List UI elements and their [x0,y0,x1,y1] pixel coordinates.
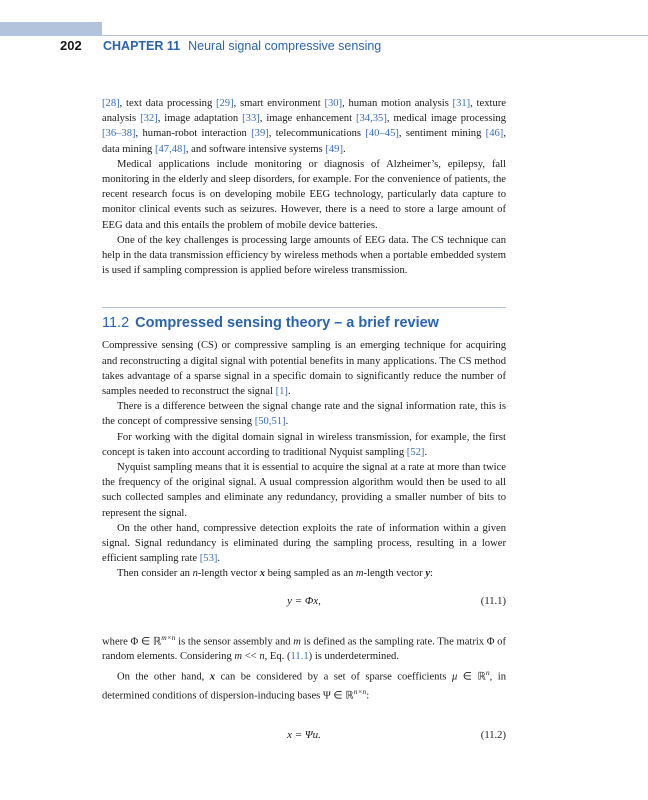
text-run: Compressive sensing (CS) or compressive sampling is an emerging technique for acquiring and reconstructing a digital signal with potential benefits in many applications. The CS method takes advantage of a sparse signal in a specific domain to significantly reduce the number of samples needed to reconstruct the signal [102,340,506,398]
math-variable: μ [451,671,458,683]
citation-link[interactable]: [40–45] [365,128,399,140]
text-run: being sampled as an [264,568,356,580]
text-run: , sentiment mining [398,128,486,140]
math-vector: x [209,671,216,683]
page-body [102,96,506,754]
text-run: , data mining [102,128,506,155]
text-run: Nyquist sampling means that it is essential to acquire the signal at a rate at more than twice the frequency of the original signal. A usual compression algorithm would then be used to all such collected samples and eliminate any redundancy, providing a smaller number of bits to represent the signal. [102,462,506,519]
text-run: ∈ ℝ [457,671,486,683]
superscript: n×n [353,687,367,697]
text-run: On the other hand, compressive detection exploits the rate of information within a given signal. Signal redundancy is eliminated during the sampling process, resulting in a lower efficient sampling rate [102,522,506,565]
math-variable: n [192,568,198,580]
running-head [60,38,381,54]
section-heading [102,314,506,332]
paragraph [102,96,506,157]
text-run: where Φ ∈ ℝ [102,636,162,648]
text-run: , in determined conditions of dispersion-inducing bases Ψ ∈ ℝ [102,671,506,702]
text-run: can be considered by a set of sparse coefficients [215,671,452,683]
text-run: For working with the digital domain signal in wireless transmission, for example, the first concept is taken into account according to traditional Nyquist sampling [102,431,506,458]
text-run: Then consider an [117,568,193,580]
citation-link[interactable]: [52] [406,446,425,458]
text-run: << [242,651,260,663]
superscript: n [485,667,490,677]
text-run: , image enhancement [259,113,356,125]
citation-link[interactable]: [29] [215,98,234,109]
text-run: , texture analysis [102,98,506,125]
paragraph [102,460,506,521]
math-variable: m [355,568,364,580]
paragraph [102,430,506,460]
math-vector: y [425,568,431,580]
citation-link[interactable]: [50,51] [254,416,286,428]
text-run: ) is underdetermined. [308,651,399,663]
chapter-label: CHAPTER 11 [103,39,181,53]
text-run: . [285,416,289,428]
text-run: -length vector [197,568,260,580]
section-divider [102,307,506,308]
citation-link[interactable]: [47,48] [154,143,186,155]
text-run: , image adaptation [157,113,243,125]
text-run: -length vector [363,568,426,580]
citation-link[interactable]: [34,35] [355,113,387,125]
text-run: , human-robot interaction [135,128,252,140]
text-run: Medical applications include monitoring or diagnosis of Alzheimer’s, epilepsy, fall monitoring in the elderly and sleep disorders, for example. For the convenience of patients, the recent research focus is on developing mobile EEG technology, particularly data capture to monitor clinical events such as seizures. However, there is a need to store a large amount of EEG data and this entails the problem of mobile device batteries. [102,158,506,231]
text-run: . [217,553,221,565]
intro-paragraphs [102,96,506,278]
text-run: : [366,690,370,702]
page-number: 202 [60,38,82,53]
section-title: Compressed sensing theory – a brief review [135,315,439,332]
equation-11-1 [102,588,506,616]
text-run: . [424,446,428,458]
text-run: , telecommunications [268,128,366,140]
paragraph [102,157,506,233]
text-run: There is a difference between the signal change rate and the signal information rate, this is the concept of compressive sensing [102,401,506,428]
citation-link[interactable]: [1] [275,386,288,398]
paragraph [102,399,506,429]
equation-expression: y = Φx, [287,594,321,607]
citation-link[interactable]: [46] [485,128,504,140]
math-variable: m [234,651,243,663]
section-number: 11.2 [102,315,130,332]
math-variable: n [259,651,265,663]
citation-link[interactable]: [39] [251,128,269,140]
post-equation-paragraphs [102,630,506,704]
paragraph [102,233,506,279]
section-paragraphs [102,338,506,581]
text-run: , smart environment [233,98,325,109]
text-run: , text data processing [119,98,216,109]
chapter-title: Neural signal compressive sensing [188,39,382,53]
text-run: , Eq. ( [264,651,291,663]
citation-link[interactable]: [36–38] [102,128,136,140]
text-run: , and software intensive systems [185,143,326,155]
superscript: m×n [161,632,176,642]
citation-link[interactable]: [49] [325,143,343,155]
citation-link[interactable]: [30] [324,98,343,109]
citation-link[interactable]: [33] [242,113,260,125]
paragraph [102,665,506,704]
citation-link[interactable]: [53] [199,553,218,565]
paragraph [102,521,506,567]
text-run: is defined as the sampling rate. The matrix Φ of random elements. Considering [102,636,506,663]
citation-link[interactable]: 11.1 [290,651,309,663]
equation-expression: x = Ψu. [287,729,321,742]
text-run: : [430,568,433,580]
text-run: , medical image processing [386,113,507,125]
header-rule [0,35,648,36]
equation-number: (11.2) [480,730,506,742]
citation-link[interactable]: [32] [140,113,158,125]
equation-11-2 [102,722,506,750]
paragraph [102,630,506,665]
text-run: On the other hand, [117,671,210,683]
text-run: . [287,386,291,398]
citation-link[interactable]: [31] [452,98,471,109]
math-variable: m [293,636,301,648]
paragraph [102,338,506,399]
text-run: . [343,143,346,155]
text-run: is the sensor assembly and [175,636,294,648]
paragraph [102,566,506,581]
citation-link[interactable]: [28] [102,98,120,109]
header-color-bar [0,22,102,35]
math-vector: x [259,568,265,580]
equation-number: (11.1) [480,595,506,607]
text-run: , human motion analysis [342,98,453,109]
text-run: One of the key challenges is processing large amounts of EEG data. The CS technique can help in the data transmission efficiency by wireless methods when a portable embedded system is used if sampling compression is applied before wireless transmission. [102,234,506,277]
